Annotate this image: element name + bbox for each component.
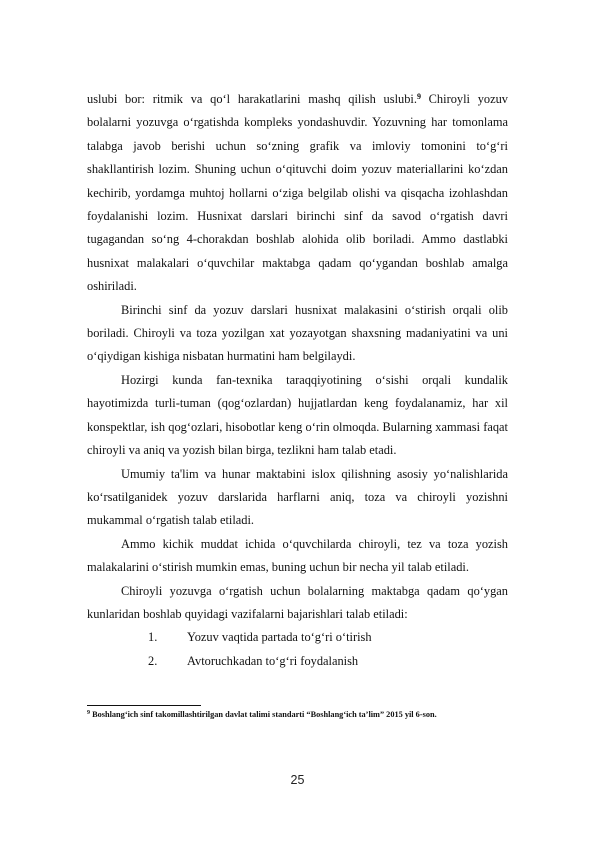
paragraph-1-text: uslubi bor: ritmik va qo‘l harakatlarini mashq qilish uslubi.: [87, 92, 417, 106]
footnote: [87, 709, 517, 720]
task-list: [87, 626, 508, 673]
list-item-number: 2.: [148, 653, 158, 668]
paragraph-1: [87, 88, 508, 299]
paragraph-1-continued: Chiroyli yozuv bolalarni yozuvga o‘rgatishda kompleks yondashuvdir. Yozuvning har tomonlama talabga javob berishi uchun so‘zning grafik va imloviy tomonini to‘g‘ri shakllantirish lozim. Shuning uchun o‘qituvchi doim yozuv materiallarini ko‘zdan kechirib, yordamga muhtoj hollarni o‘ziga belgilab olishi va qisqacha izohlashdan foydalanishi lozim. Husnixat darslari birinchi sinf da savod o‘rgatish davri tugagandan so‘ng 4-chorakdan boshlab alohida olib boriladi. Ammo dastlabki husnixat malakalari o‘quvchilar maktabga qadam qo‘ygandan boshlab amalga oshiriladi.: [87, 92, 508, 294]
footnote-divider: [87, 705, 201, 706]
paragraph-5: Ammo kichik muddat ichida o‘quvchilarda chiroyli, tez va toza yozish malakalarini o‘stirish mumkin emas, buning uchun bir necha yil talab etiladi.: [87, 536, 508, 575]
footnote-text: Boshlang‘ich sinf takomillashtirilgan davlat talimi standarti “Boshlang‘ich ta’lim” 2015 yil 6-son.: [90, 710, 437, 719]
list-item-text: Avtoruchkadan to‘g‘ri foydalanish: [187, 653, 359, 668]
paragraph-3: Hozirgi kunda fan-texnika taraqqiyotining o‘sishi orqali kundalik hayotimizda turli-tuman (qog‘ozlardan) hujjatlardan keng foydalanamiz, har xil konspektlar, ish qog‘ozlari, hisobotlar keng o‘rin olmoqda. Bularning xammasi faqat chiroyli va aniq va yozish bilan birga, tezlikni ham talab etadi.: [87, 372, 508, 458]
footnote-mark: 9: [87, 710, 90, 716]
list-item: [87, 650, 508, 673]
paragraph-2: Birinchi sinf da yozuv darslari husnixat malakasini o‘stirish orqali olib boriladi. Chiroyli va toza yozilgan xat yozayotgan shaxsning madaniyatini va uni o‘qiydigan kishiga nisbatan hurmatini ham belgilaydi.: [87, 302, 508, 364]
list-item-text: Yozuv vaqtida partada to‘g‘ri o‘tirish: [187, 630, 372, 645]
body-text: [87, 88, 508, 673]
footnote-reference[interactable]: 9: [416, 92, 421, 101]
paragraph-4: Umumiy ta'lim va hunar maktabini islox qilishning asosiy yo‘nalishlarida ko‘rsatilganidek yozuv darslarida harflarni aniq, toza va chiroyli yozishni mukammal o‘rgatish talab etiladi.: [87, 466, 508, 528]
list-item-number: 1.: [148, 630, 158, 645]
page-number: 25: [290, 773, 305, 787]
list-item: [87, 626, 508, 649]
paragraph-6: Chiroyli yozuvga o‘rgatish uchun bolalarning maktabga qadam qo‘ygan kunlaridan boshlab quyidagi vazifalarni bajarishlari talab etiladi:: [87, 583, 508, 621]
